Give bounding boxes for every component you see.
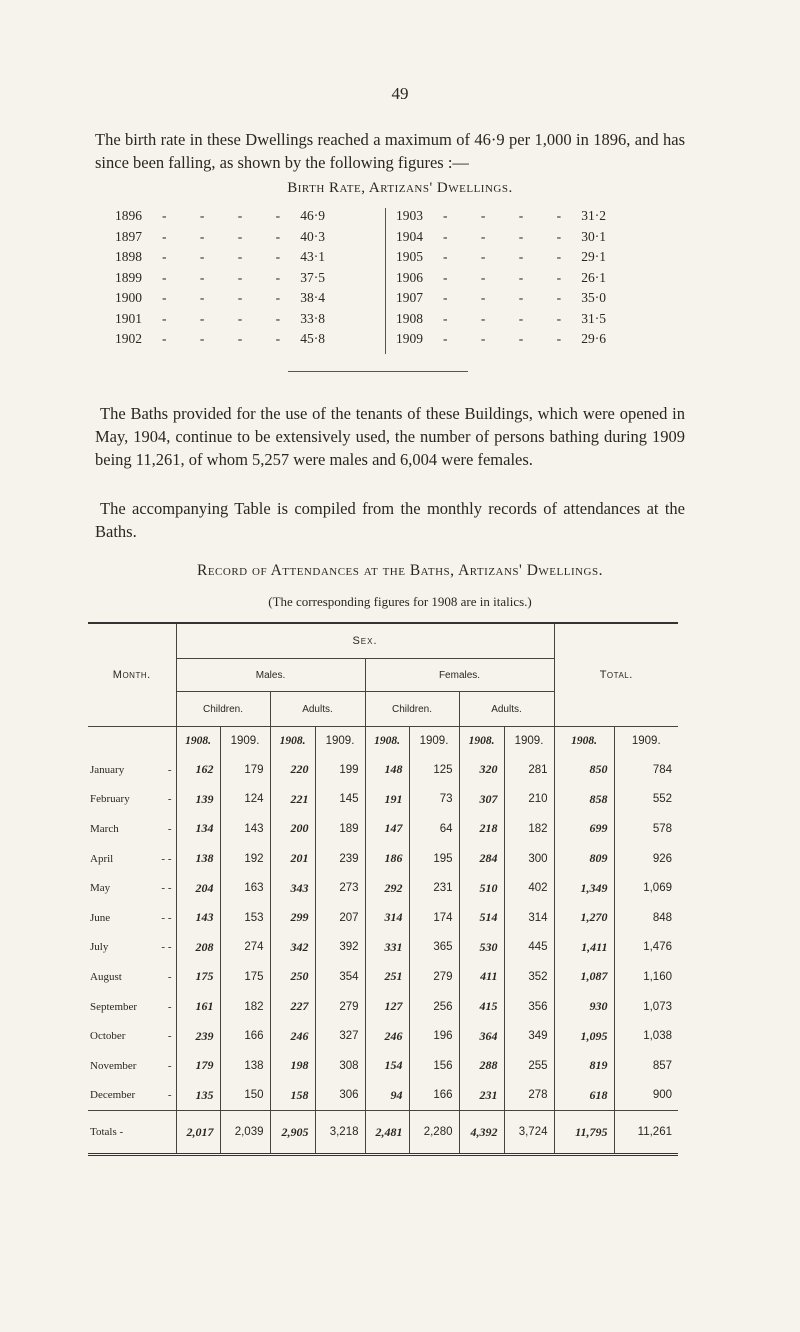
month-name: February [90,793,130,806]
cell-t08: 930 [554,992,614,1022]
leader-dash: - [167,1030,172,1043]
cell-fc08: 292 [365,873,409,903]
cell-fa08: 320 [459,755,504,785]
header-year-1908: 1908. [554,727,614,756]
cell-fc08: 147 [365,814,409,844]
cell-fc08: 191 [365,785,409,815]
cell-t09: 552 [614,785,678,815]
birth-rate-value: 37·5 [300,269,325,285]
cell-mc09: 179 [220,755,270,785]
cell-mc09: 166 [220,1021,270,1051]
header-year-1909: 1909. [614,727,678,756]
cell-fa08: 530 [459,933,504,963]
cell-t09: 578 [614,814,678,844]
birth-rate-year: 1897 [115,228,142,244]
leader-dashes: - - - - [162,290,296,305]
cell-fc08: 127 [365,992,409,1022]
table-row [88,933,678,963]
cell-mc08: 162 [176,755,220,785]
cell-fa08: 284 [459,844,504,874]
cell-t08: 850 [554,755,614,785]
cell-mc09: 150 [220,1081,270,1111]
leader-dashes: - - - - [443,310,577,326]
cell-fa09: 3,724 [504,1111,554,1155]
cell-t08: 1,095 [554,1021,614,1051]
leader-dash: - [167,1000,172,1013]
header-year-1909: 1909. [504,727,554,756]
cell-mc09: 153 [220,903,270,933]
cell-ma09: 273 [315,873,365,903]
birth-rate-value: 35·0 [581,290,606,305]
cell-fa09: 445 [504,933,554,963]
birth-rate-value: 45·8 [300,331,325,346]
month-label [88,992,176,1022]
cell-fc09: 365 [409,933,459,963]
cell-fa09: 402 [504,873,554,903]
month-label [88,755,176,785]
cell-mc08: 2,017 [176,1111,220,1155]
totals-label [88,1111,176,1155]
cell-fa09: 352 [504,962,554,992]
leader-dash: - - [161,941,172,954]
cell-fc09: 73 [409,785,459,815]
birth-rate-year: 1900 [115,290,142,305]
table-paragraph: The accompanying Table is compiled from the monthly records of attendances at the Baths. [95,499,685,541]
cell-fa08: 411 [459,962,504,992]
birth-rate-row [115,288,355,309]
birth-rate-year: 1908 [396,310,423,326]
birth-rate-value: 26·1 [581,269,606,285]
birth-rate-row [396,329,636,350]
cell-fa09: 182 [504,814,554,844]
cell-fa08: 364 [459,1021,504,1051]
month-label [88,814,176,844]
cell-t08: 699 [554,814,614,844]
cell-fa09: 278 [504,1081,554,1111]
cell-ma08: 343 [270,873,315,903]
header-female-adults: Adults. [459,692,554,727]
header-year-blank [88,727,176,756]
cell-ma09: 239 [315,844,365,874]
cell-t09: 1,476 [614,933,678,963]
cell-t09: 1,069 [614,873,678,903]
leader-dashes: - - - - [162,228,296,244]
month-label [88,844,176,874]
cell-mc09: 143 [220,814,270,844]
birth-rate-year: 1899 [115,269,142,285]
cell-fc08: 331 [365,933,409,963]
cell-mc09: 163 [220,873,270,903]
header-year-1908: 1908. [365,727,409,756]
header-female-children: Children. [365,692,459,727]
cell-mc09: 182 [220,992,270,1022]
leader-dashes: - - - - [162,208,296,223]
birth-rate-value: 33·8 [300,310,325,326]
leader-dashes: - - - - [162,310,296,326]
month-name: December [90,1089,136,1102]
cell-t09: 1,160 [614,962,678,992]
header-year-1908: 1908. [270,727,315,756]
cell-mc08: 204 [176,873,220,903]
cell-ma08: 2,905 [270,1111,315,1155]
birth-rate-row [396,227,636,248]
leader-dashes: - - - - [443,331,577,346]
birth-rate-value: 31·2 [581,208,606,223]
birth-rate-value: 31·5 [581,310,606,326]
cell-mc08: 208 [176,933,220,963]
section-rule [288,371,468,372]
month-label [88,785,176,815]
cell-fa08: 231 [459,1081,504,1111]
attendance-table [88,622,678,1156]
cell-fc09: 156 [409,1051,459,1081]
cell-fc09: 196 [409,1021,459,1051]
leader-dash: - [167,822,172,835]
birth-rate-year: 1907 [396,290,423,305]
cell-t09: 857 [614,1051,678,1081]
birth-rate-value: 40·3 [300,228,325,244]
birth-rate-column-right [396,206,636,350]
cell-ma09: 3,218 [315,1111,365,1155]
cell-mc09: 124 [220,785,270,815]
birth-rate-column-left [115,206,355,350]
cell-ma09: 279 [315,992,365,1022]
leader-dash: - - [161,882,172,895]
leader-dash: - - [161,852,172,865]
cell-mc08: 139 [176,785,220,815]
cell-fc08: 154 [365,1051,409,1081]
birth-rate-year: 1904 [396,228,423,244]
month-label [88,1051,176,1081]
cell-ma09: 199 [315,755,365,785]
cell-fc08: 94 [365,1081,409,1111]
table-row [88,1081,678,1111]
birth-rate-row [396,206,636,227]
intro-paragraph: The birth rate in these Dwellings reached a maximum of 46·9 per 1,000 in 1896, and has since been falling, as shown by the following figures :— [95,130,685,172]
birth-rate-row [115,268,355,289]
leader-dashes: - - - - [443,249,577,264]
header-month: Month. [88,623,176,727]
cell-ma08: 221 [270,785,315,815]
cell-fc08: 148 [365,755,409,785]
cell-fa08: 218 [459,814,504,844]
cell-fc08: 2,481 [365,1111,409,1155]
cell-mc08: 179 [176,1051,220,1081]
cell-t08: 1,087 [554,962,614,992]
cell-fc08: 186 [365,844,409,874]
cell-fc09: 195 [409,844,459,874]
birth-rate-year: 1906 [396,269,423,285]
cell-fc09: 279 [409,962,459,992]
leader-dashes: - - - - [162,249,296,264]
birth-rate-row [115,329,355,350]
cell-mc08: 175 [176,962,220,992]
cell-fc09: 174 [409,903,459,933]
cell-ma08: 201 [270,844,315,874]
cell-ma08: 220 [270,755,315,785]
header-year-1909: 1909. [220,727,270,756]
cell-mc09: 175 [220,962,270,992]
cell-t09: 11,261 [614,1111,678,1155]
cell-ma09: 308 [315,1051,365,1081]
cell-ma09: 327 [315,1021,365,1051]
leader-dashes: - - - - [443,269,577,285]
month-name: October [90,1030,126,1043]
table-row [88,903,678,933]
cell-fc08: 251 [365,962,409,992]
header-male-adults: Adults. [270,692,365,727]
month-name: Totals - [90,1126,124,1139]
cell-mc08: 138 [176,844,220,874]
cell-fa09: 300 [504,844,554,874]
cell-mc09: 192 [220,844,270,874]
cell-fa08: 307 [459,785,504,815]
leader-dashes: - - - - [443,290,577,305]
month-label [88,1081,176,1111]
birth-rate-row [115,247,355,268]
cell-ma09: 189 [315,814,365,844]
birth-rate-value: 43·1 [300,249,325,264]
cell-ma09: 354 [315,962,365,992]
birth-rate-row [396,288,636,309]
birth-rate-row [396,247,636,268]
cell-t08: 1,349 [554,873,614,903]
header-year-1909: 1909. [409,727,459,756]
cell-fc09: 2,280 [409,1111,459,1155]
month-label [88,873,176,903]
birth-rate-row [115,206,355,227]
table-row [88,755,678,785]
cell-mc08: 161 [176,992,220,1022]
cell-t09: 848 [614,903,678,933]
header-sex: Sex. [176,623,554,659]
birth-rate-year: 1901 [115,310,142,326]
month-name: June [90,911,111,924]
cell-mc09: 2,039 [220,1111,270,1155]
cell-mc08: 134 [176,814,220,844]
cell-fa09: 356 [504,992,554,1022]
leader-dash: - - [161,911,172,924]
leader-dash: - [167,793,172,806]
header-total: Total. [554,623,678,727]
cell-mc09: 138 [220,1051,270,1081]
birth-rate-year: 1909 [396,331,423,346]
leader-dashes: - - - - [443,228,577,244]
cell-ma08: 342 [270,933,315,963]
cell-t09: 1,073 [614,992,678,1022]
leader-dash: - [167,1059,172,1072]
month-name: April [90,852,114,865]
cell-ma08: 158 [270,1081,315,1111]
cell-t08: 819 [554,1051,614,1081]
cell-mc08: 239 [176,1021,220,1051]
record-title: Record of Attendances at the Baths, Artizans' Dwellings. [197,562,603,579]
cell-mc08: 135 [176,1081,220,1111]
cell-ma09: 145 [315,785,365,815]
month-label [88,903,176,933]
cell-fa09: 349 [504,1021,554,1051]
cell-fa08: 288 [459,1051,504,1081]
birth-rate-value: 38·4 [300,290,325,305]
column-divider [385,208,386,354]
cell-t08: 1,411 [554,933,614,963]
birth-rate-year: 1896 [115,208,142,223]
cell-fa09: 281 [504,755,554,785]
month-label [88,962,176,992]
cell-t08: 11,795 [554,1111,614,1155]
table-row [88,1021,678,1051]
cell-fa08: 4,392 [459,1111,504,1155]
month-name: August [90,970,122,983]
page-number: 49 [391,84,409,103]
month-name: January [90,763,125,776]
record-subtitle: (The corresponding figures for 1908 are in italics.) [268,594,532,609]
birth-rate-value: 29·6 [581,331,606,346]
table-row [88,873,678,903]
birth-rate-value: 30·1 [581,228,606,244]
header-year-1908: 1908. [459,727,504,756]
birth-rate-value: 29·1 [581,249,606,264]
month-name: March [90,822,119,835]
table-row [88,962,678,992]
header-males: Males. [176,659,365,692]
header-females: Females. [365,659,554,692]
birth-rate-row [396,309,636,330]
leader-dash: - [167,1089,172,1102]
cell-ma08: 299 [270,903,315,933]
month-name: November [90,1059,137,1072]
header-male-children: Children. [176,692,270,727]
leader-dash: - [167,970,172,983]
cell-ma09: 306 [315,1081,365,1111]
totals-row [88,1111,678,1155]
leader-dashes: - - - - [443,208,577,223]
cell-fc08: 246 [365,1021,409,1051]
leader-dash: - [167,763,172,776]
cell-ma08: 250 [270,962,315,992]
cell-t08: 809 [554,844,614,874]
table-row [88,992,678,1022]
table-row [88,844,678,874]
cell-ma09: 392 [315,933,365,963]
cell-ma08: 227 [270,992,315,1022]
month-name: July [90,941,109,954]
cell-ma08: 198 [270,1051,315,1081]
birth-rate-year: 1903 [396,208,423,223]
cell-t09: 926 [614,844,678,874]
cell-fc09: 166 [409,1081,459,1111]
cell-fa09: 210 [504,785,554,815]
birth-rate-row [115,227,355,248]
leader-dashes: - - - - [162,331,296,346]
cell-mc08: 143 [176,903,220,933]
cell-ma08: 200 [270,814,315,844]
birth-rate-year: 1905 [396,249,423,264]
cell-fa09: 314 [504,903,554,933]
month-label [88,933,176,963]
month-name: September [90,1000,138,1013]
baths-paragraph: The Baths provided for the use of the tenants of these Buildings, which were opened in May, 1904, continue to be extensively used, the number of persons bathing during 1909 being 11,261, of whom 5,257 were males and 6,004 were females. [95,404,685,469]
cell-fa09: 255 [504,1051,554,1081]
birth-rate-row [396,268,636,289]
table-row [88,1051,678,1081]
month-name: May [90,882,111,895]
cell-ma09: 207 [315,903,365,933]
birth-rate-row [115,309,355,330]
header-year-1908: 1908. [176,727,220,756]
cell-t09: 784 [614,755,678,785]
cell-fa08: 415 [459,992,504,1022]
cell-t08: 1,270 [554,903,614,933]
month-label [88,1021,176,1051]
header-year-1909: 1909. [315,727,365,756]
birth-rate-value: 46·9 [300,208,325,223]
cell-fc08: 314 [365,903,409,933]
birth-rate-year: 1898 [115,249,142,264]
cell-mc09: 274 [220,933,270,963]
cell-fc09: 231 [409,873,459,903]
cell-ma08: 246 [270,1021,315,1051]
cell-t09: 900 [614,1081,678,1111]
table-row [88,785,678,815]
cell-t08: 618 [554,1081,614,1111]
cell-fa08: 514 [459,903,504,933]
table-row [88,814,678,844]
cell-fa08: 510 [459,873,504,903]
leader-dashes: - - - - [162,269,296,285]
birth-rate-year: 1902 [115,331,142,346]
cell-fc09: 125 [409,755,459,785]
cell-t08: 858 [554,785,614,815]
cell-fc09: 256 [409,992,459,1022]
cell-fc09: 64 [409,814,459,844]
birth-rate-title: Birth Rate, Artizans' Dwellings. [287,180,513,196]
cell-t09: 1,038 [614,1021,678,1051]
